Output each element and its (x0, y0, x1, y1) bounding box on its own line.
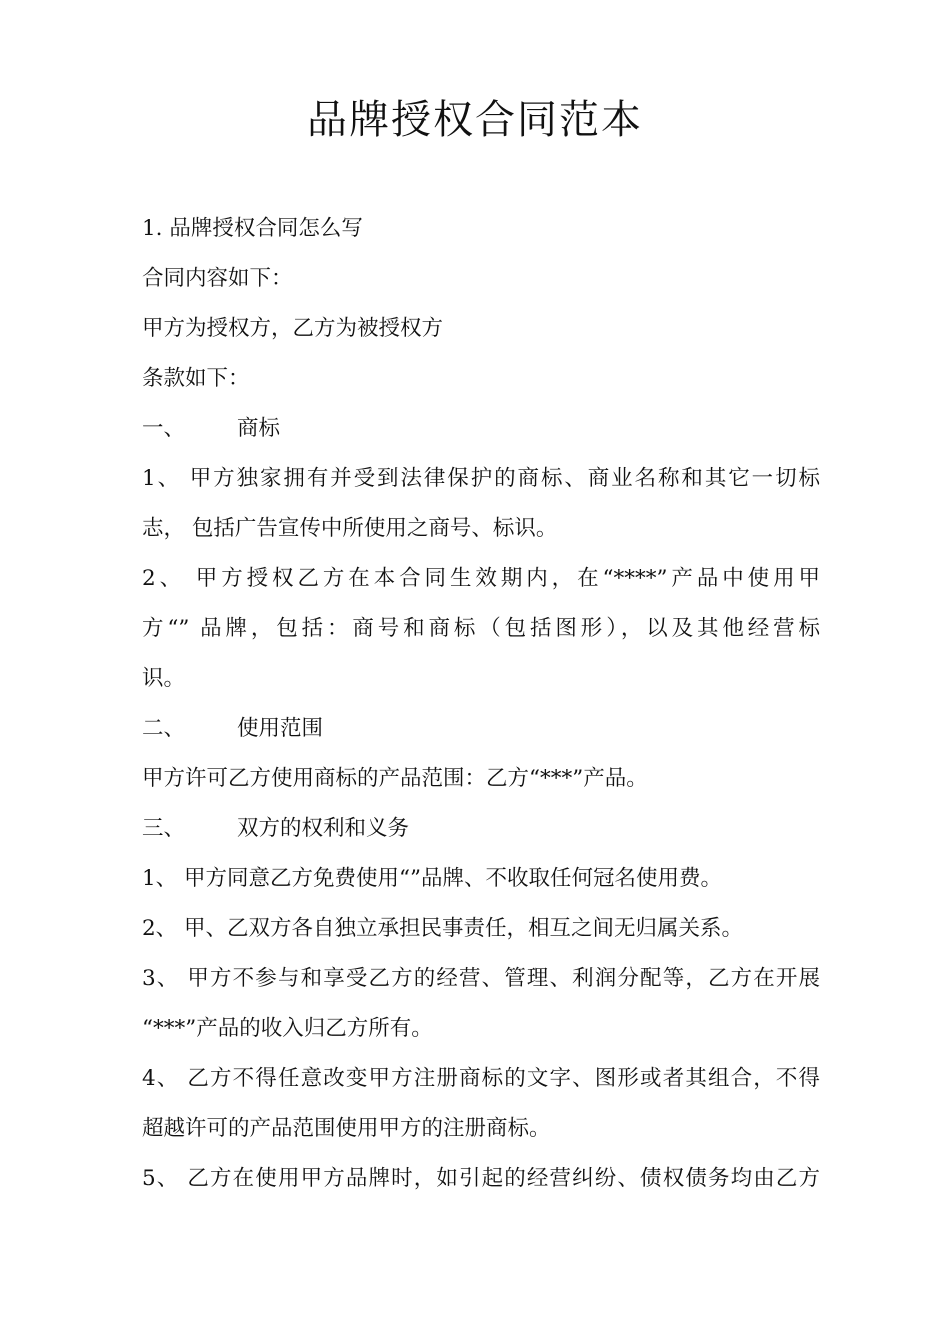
paragraph: 4、 乙方不得任意改变甲方注册商标的文字、图形或者其组合，不得 (142, 1066, 820, 1091)
paragraph: 合同内容如下： (142, 266, 293, 291)
paragraph: “***”产品的收入归乙方所有。 (142, 1016, 433, 1041)
section-heading-scope (142, 704, 820, 754)
document-body (142, 204, 820, 1204)
section-heading-trademark (142, 404, 820, 454)
section-title: 使用范围 (237, 716, 324, 741)
section-number: 三、 (142, 816, 186, 841)
paragraph: 1、 甲方同意乙方免费使用“”品牌、不收取任何冠名使用费。 (142, 866, 722, 891)
heading-1: 1. 品牌授权合同怎么写 (142, 216, 363, 241)
paragraph: 3、 甲方不参与和享受乙方的经营、管理、利润分配等，乙方在开展 (142, 966, 820, 991)
paragraph: 5、 乙方在使用甲方品牌时，如引起的经营纠纷、债权债务均由乙方 (142, 1166, 820, 1191)
section-number: 一、 (142, 416, 186, 441)
paragraph: 方“” 品牌，包括：商号和商标（包括图形），以及其他经营标 (142, 616, 820, 641)
paragraph: 1、 甲方独家拥有并受到法律保护的商标、商业名称和其它一切标 (142, 466, 820, 491)
paragraph: 识。 (142, 666, 186, 691)
paragraph: 甲方为授权方，乙方为被授权方 (142, 316, 444, 341)
document-title: 品牌授权合同范本 (307, 97, 643, 143)
section-title: 双方的权利和义务 (237, 816, 410, 841)
section-title: 商标 (237, 416, 281, 441)
paragraph: 超越许可的产品范围使用甲方的注册商标。 (142, 1116, 551, 1141)
section-number: 二、 (142, 716, 186, 741)
section-heading-rights (142, 804, 820, 854)
paragraph: 甲方许可乙方使用商标的产品范围：乙方“***”产品。 (142, 766, 648, 791)
paragraph: 条款如下： (142, 366, 250, 391)
paragraph: 2、 甲、乙双方各自独立承担民事责任，相互之间无归属关系。 (142, 916, 744, 941)
paragraph: 志， 包括广告宣传中所使用之商号、标识。 (142, 516, 558, 541)
paragraph: 2、 甲方授权乙方在本合同生效期内，在“****”产品中使用甲 (142, 566, 820, 591)
